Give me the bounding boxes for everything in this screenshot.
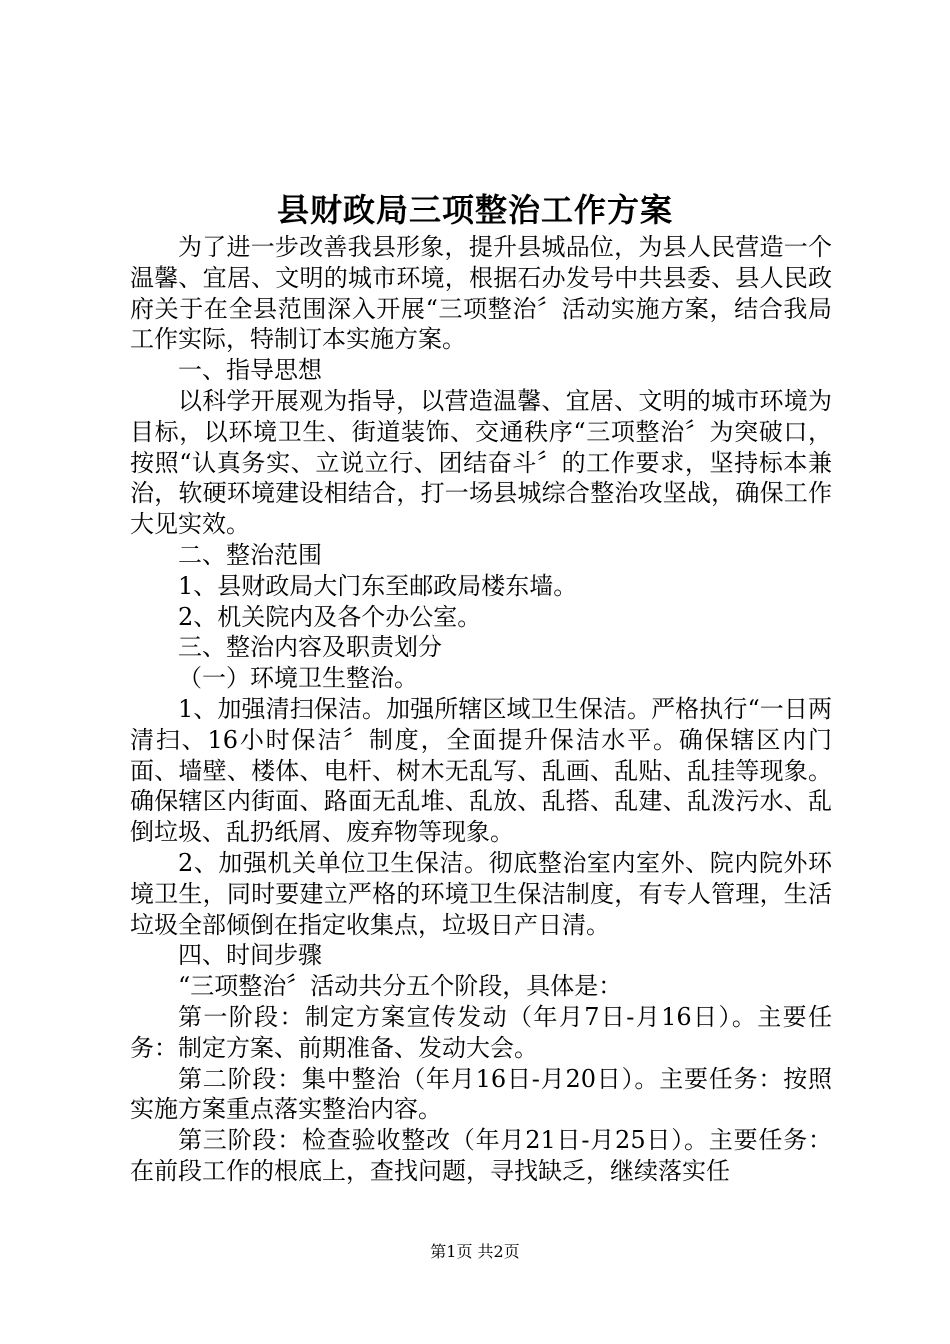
heading-scope: 二、整治范围 [178,540,322,569]
paragraph-phase-3: 第三阶段：检查验收整改（年月21日-月25日）。主要任务：在前段工作的根底上，查找问题，寻找缺乏，继续落实任 [130,1126,832,1185]
paragraph-scope-2: 2、机关院内及各个办公室。 [178,602,482,631]
paragraph-scope-1: 1、县财政局大门东至邮政局楼东墙。 [178,571,578,600]
paragraph-phase-1: 第一阶段：制定方案宣传发动（年月7日-月16日）。主要任务：制定方案、前期准备、发动大会。 [130,1002,832,1062]
paragraph-phases-intro: “三项整治〞活动共分五个阶段，具体是： [178,972,623,1001]
paragraph-guiding-thought: 以科学开展观为指导，以营造温馨、宜居、文明的城市环境为目标，以环境卫生、街道装饰、交通秩序“三项整治〞为突破口，按照“认真务实、立说立行、团结奋斗〞的工作要求，坚持标本兼治，软硬环境建设相结合，打一场县城综合整治攻坚战，确保工作大见实效。 [130,386,832,539]
document-body [130,232,832,1187]
subheading-sanitation: （一）环境卫生整治。 [178,664,418,693]
heading-guiding-thought: 一、指导思想 [178,356,322,385]
heading-timeline: 四、时间步骤 [178,941,322,970]
page-number-footer: 第1页 共2页 [430,1242,520,1261]
document-title: 县财政局三项整治工作方案 [276,191,673,229]
paragraph-phase-2: 第二阶段：集中整治（年月16日-月20日）。主要任务：按照实施方案重点落实整治内容。 [130,1064,832,1124]
heading-content: 三、整治内容及职责划分 [178,633,442,662]
paragraph-agency-cleaning: 2、加强机关单位卫生保洁。彻底整治室内室外、院内院外环境卫生，同时要建立严格的环境卫生保洁制度，有专人管理，生活垃圾全部倾倒在指定收集点，垃圾日产日清。 [130,848,832,939]
paragraph-cleaning: 1、加强清扫保洁。加强所辖区域卫生保洁。严格执行“一日两清扫、16小时保洁〞制度，全面提升保洁水平。确保辖区内门面、墙壁、楼体、电杆、树木无乱写、乱画、乱贴、乱挂等现象。确保辖区内街面、路面无乱堆、乱放、乱搭、乱建、乱泼污水、乱倒垃圾、乱扔纸屑、废弃物等现象。 [130,694,832,847]
paragraph-intro: 为了进一步改善我县形象，提升县城品位，为县人民营造一个温馨、宜居、文明的城市环境，根据石办发号中共县委、县人民政府关于在全县范围深入开展“三项整治〞活动实施方案，结合我局工作实际，特制订本实施方案。 [130,233,832,354]
